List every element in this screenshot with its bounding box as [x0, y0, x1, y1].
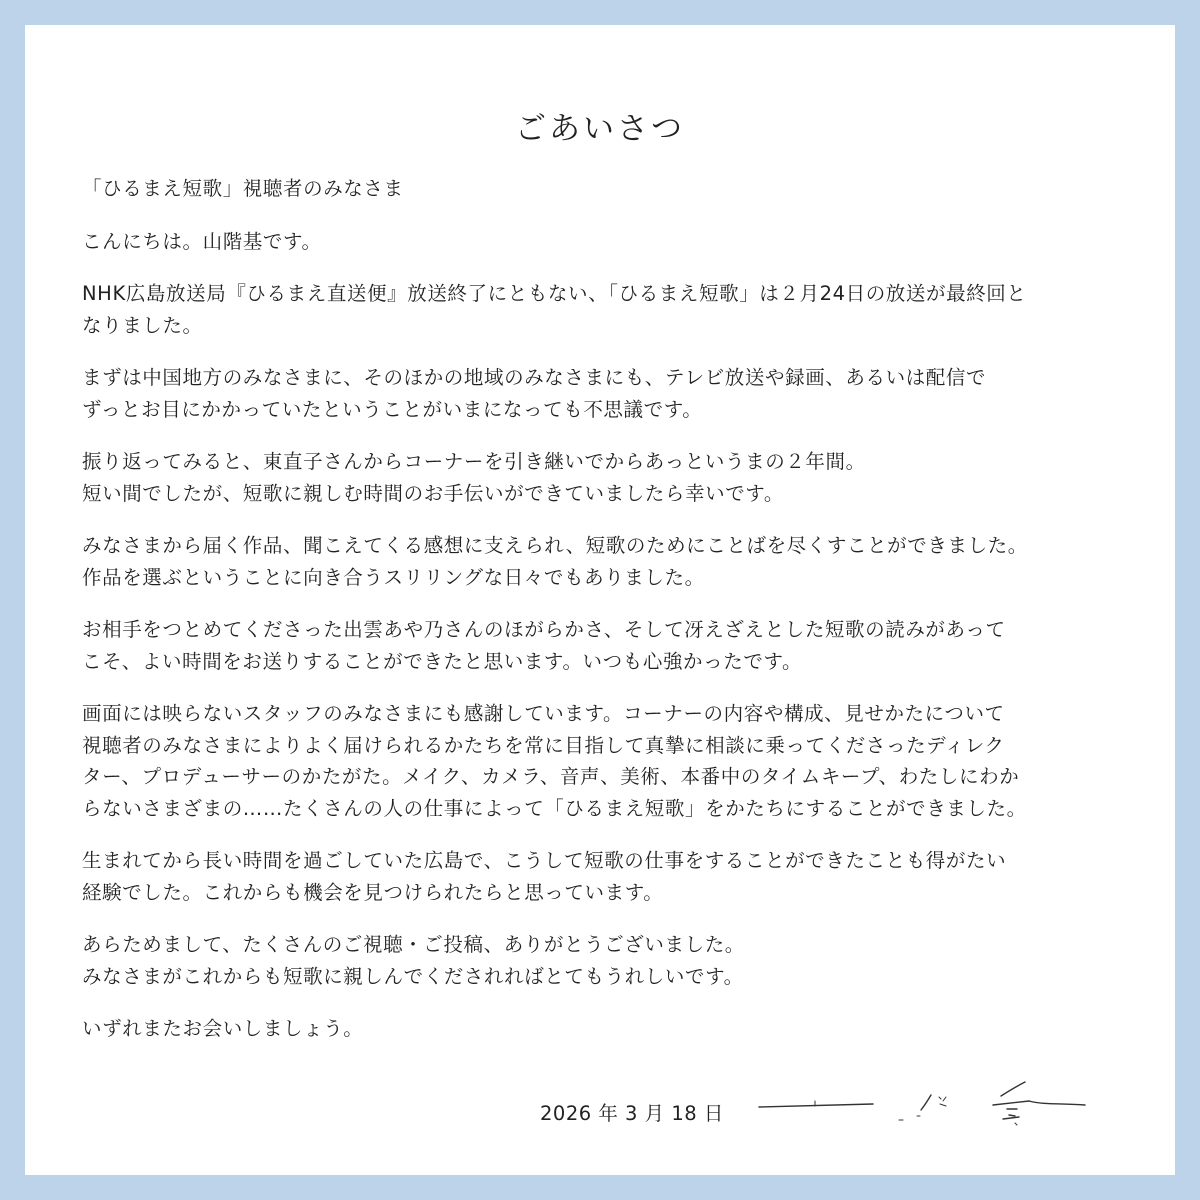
text-line: らないさまざまの……たくさんの人の仕事によって「ひるまえ短歌」をかたちにすることができました。 [82, 796, 1027, 820]
text-line: いずれまたお会いしましょう。 [82, 1017, 364, 1040]
text-line: お相手をつとめてくださった出雲あや乃さんのほがらかさ、そして冴えざえとした短歌の読みがあって [82, 618, 1006, 641]
paragraph-announcement [82, 278, 1142, 341]
text-line: 視聴者のみなさまによりよく届けられるかたちを常に目指して真摯に相談に乗ってくださったディレク [82, 733, 1005, 757]
paragraph-look-back [82, 446, 1142, 509]
paragraph-thanks [82, 929, 1142, 992]
letter-sheet [25, 25, 1175, 1175]
text-line: あらためまして、たくさんのご視聴・ご投稿、ありがとうございました。 [82, 933, 745, 956]
letter-body [82, 173, 1142, 1066]
handwritten-signature [753, 1075, 1123, 1145]
text-line: NHK広島放送局『ひるまえ直送便』放送終了にともない、「ひるまえ短歌」は２月24日の放送が最終回と [82, 282, 1027, 305]
paragraph-cohost [82, 614, 1142, 677]
text-line: みなさまがこれからも短歌に親しんでくだされればとてもうれしいです。 [82, 964, 744, 988]
text-line: 短い間でしたが、短歌に親しむ時間のお手伝いができていましたら幸いです。 [82, 481, 784, 505]
letter-date: 2026 年 3 月 18 日 [540, 1102, 724, 1125]
text-line: 経験でした。これからも機会を見つけられたらと思っています。 [82, 880, 664, 904]
paragraph-closing [82, 1013, 1142, 1045]
text-line: こそ、よい時間をお送りすることができたと思います。いつも心強かったです。 [82, 649, 803, 673]
letter-title: ごあいさつ [515, 111, 685, 147]
text-line: みなさまから届く作品、聞こえてくる感想に支えられ、短歌のためにことばを尽くすことができました。 [82, 534, 1028, 557]
paragraph-staff [82, 698, 1142, 824]
text-line: 「ひるまえ短歌」視聴者のみなさま [82, 177, 404, 200]
text-line: 作品を選ぶということに向き合うスリリングな日々でもありました。 [82, 565, 705, 589]
text-line: まずは中国地方のみなさまに、そのほかの地域のみなさまにも、テレビ放送や録画、あるいは配信で [82, 366, 987, 389]
text-line: こんにちは。山階基です。 [82, 229, 322, 253]
text-line: ター、プロデューサーのかたがた。メイク、カメラ、音声、美術、本番中のタイムキープ、わたしにわか [82, 765, 1020, 788]
paragraph-greeting [82, 226, 1142, 258]
text-line: ずっとお目にかかっていたということがいまになっても不思議です。 [82, 397, 703, 421]
text-line: なりました。 [82, 313, 203, 337]
paragraph-works [82, 530, 1142, 593]
paragraph-viewers [82, 362, 1142, 425]
text-line: 振り返ってみると、東直子さんからコーナーを引き継いでからあっというまの２年間。 [82, 450, 866, 473]
text-line: 生まれてから長い時間を過ごしていた広島で、こうして短歌の仕事をすることができたことも得がたい [82, 849, 1007, 872]
text-line: 画面には映らないスタッフのみなさまにも感謝しています。コーナーの内容や構成、見せかたについて [82, 702, 1005, 725]
paragraph-hiroshima [82, 845, 1142, 908]
paragraph-salutation [82, 173, 1142, 205]
